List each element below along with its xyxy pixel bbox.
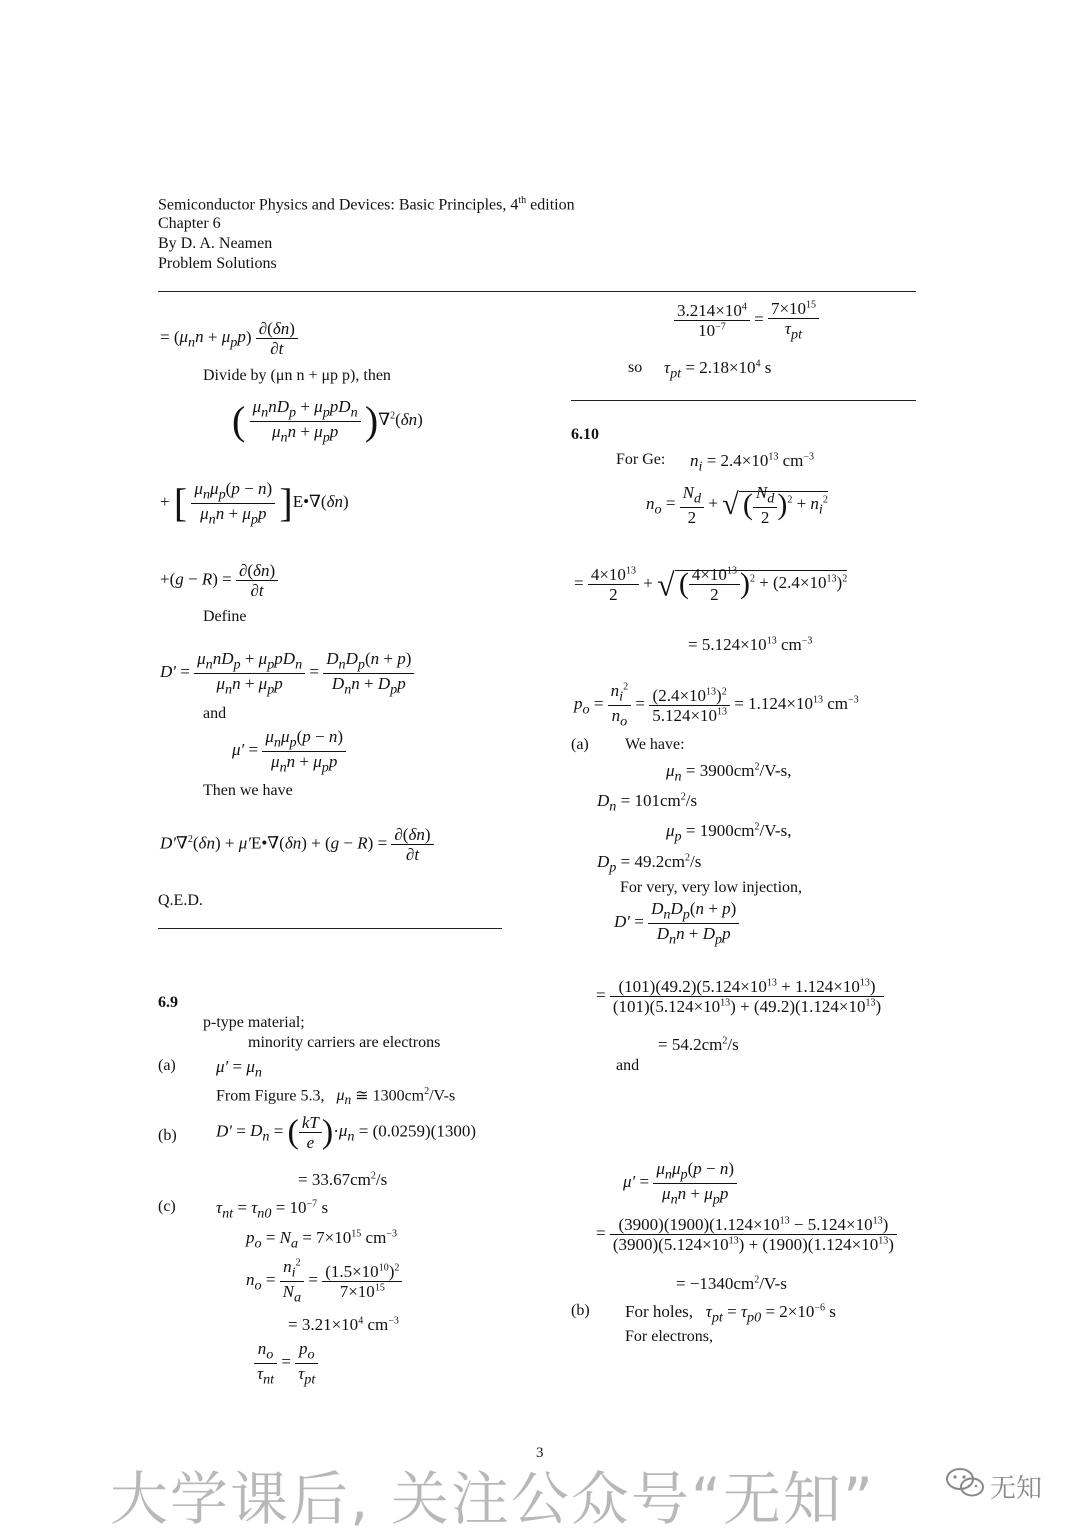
divider-left <box>158 928 502 929</box>
wechat-logo-icon <box>945 1466 985 1500</box>
p69-a-eq: $\mu' = \mu_n$ <box>216 1057 262 1081</box>
divider-right <box>571 400 916 401</box>
watermark-text: 大学课后, 关注公众号“无知” <box>110 1465 875 1533</box>
p610-mu-n: $\mu_n = 3900cm^2/V-s$, <box>666 761 792 785</box>
p610-no-result: = $5.124\times 10^{13}$ $cm^{-3}$ <box>688 635 813 654</box>
eq-tau-pt-ratio: $\frac{3.214\times 10^4}{10^{-7}}$ = $\frac{7\times 10^{15}}{\tau_{pt}}$ <box>674 300 819 342</box>
p610-mu-prime-result: = $-1340cm^2/V-s$ <box>676 1274 787 1293</box>
p69-material: p-type material; <box>203 1014 305 1031</box>
p69-part-b-label: (b) <box>158 1127 177 1144</box>
so-label: so <box>628 359 643 376</box>
eq-continuity-rhs: = $(\mu_nn + \mu_pp)$ $\frac{\partial(\delta n)}{\partial t}$ <box>160 320 298 357</box>
watermark-account-name: 无知 <box>990 1474 1043 1504</box>
p610-d-p: $D_p = 49.2cm^2/s$ <box>597 852 702 876</box>
eq-laplace-term: ( $\frac{\mu_nnD_p + \mu_ppD_n}{\mu_nn + \mu_pp}$ )∇$^2$(δn) <box>232 397 423 445</box>
define-label: Define <box>203 608 247 625</box>
p610-d-prime: D′ = $\frac{D_nD_p(n + p)}{D_nn + D_pp}$ <box>614 900 739 946</box>
p610-mu-prime: μ′ = $\frac{\mu_n\mu_p(p - n)}{\mu_nn + \mu_pp}$ <box>623 1160 737 1206</box>
p610-no-substituted: = $\frac{4\times 10^{13}}{2}$ + √ ( $\frac{4\times 10^{13}}{2}$ )$^2 + (2.4\times 10^{13})^2$ <box>574 565 848 604</box>
p69-part-c-label: (c) <box>158 1198 176 1215</box>
p69-minority: minority carriers are electrons <box>248 1034 441 1051</box>
p610-d-prime-subst: = $\frac{(101)(49.2)(5.124\times 10^{13} + 1.124\times 10^{13})}{(101)(5.124\times 10^{13}) + (49.2)(1.124\times 10^{13})}$ <box>596 978 884 1015</box>
p69-part-a-label: (a) <box>158 1057 176 1074</box>
header-subtitle: Problem Solutions <box>158 255 277 272</box>
eq-gr-term: +(g − R) = $\frac{\partial(\delta n)}{\partial t}$ <box>160 562 278 599</box>
p69-c-no: $n_o$ = $\frac{n_i^2}{N_a}$ = $\frac{(1.5\times 10^{10})^2}{7\times 10^{15}}$ <box>246 1258 402 1304</box>
problem-6-10-number: 6.10 <box>571 426 599 443</box>
p610-we-have: We have: <box>625 736 685 753</box>
header-author: By D. A. Neamen <box>158 235 273 252</box>
p69-c-ratio: $\frac{n_o}{\tau_{nt}}$ = $\frac{p_o}{\tau_{pt}}$ <box>254 1340 318 1386</box>
p69-figure-ref: From Figure 5.3, $\mu_n$ ≅ $1300cm^2/V-s$ <box>216 1086 456 1108</box>
p610-b-electrons: For electrons, <box>625 1328 713 1345</box>
header-chapter: Chapter 6 <box>158 215 221 232</box>
p610-mu-p: $\mu_p = 1900cm^2/V-s$, <box>666 821 792 845</box>
eq-mu-prime-def: μ′ = $\frac{\mu_n\mu_p(p - n)}{\mu_nn + \mu_pp}$ <box>232 728 346 774</box>
p69-b-eq: $D' = D_n$ = ( $\frac{kT}{e}$ )$\cdot\mu_n = (0.0259)(1300)$ <box>216 1113 476 1152</box>
p610-mu-prime-subst: = $\frac{(3900)(1900)(1.124\times 10^{13} - 5.124\times 10^{13})}{(3900)(5.124\times 10^{13}) + (1900)(1.124\times 10^{13})}$ <box>596 1216 897 1253</box>
page-number: 3 <box>536 1445 544 1461</box>
p610-po: $p_o$ = $\frac{n_i^2}{n_o}$ = $\frac{(2.4\times 10^{13})^2}{5.124\times 10^{13}}$ = $1.124\times 10^{13}$ $cm^{-3}$ <box>574 681 859 729</box>
p610-d-n: $D_n = 101cm^2/s$ <box>597 791 698 815</box>
header-title: Semiconductor Physics and Devices: Basic Principles, 4th edition <box>158 195 575 214</box>
p610-ge-label: For Ge: <box>616 451 666 468</box>
eq-field-term: + [ $\frac{\mu_n\mu_p(p - n)}{\mu_nn + \mu_pp}$ ]E•∇(δn) <box>160 479 349 527</box>
eq-ambipolar-final: D′∇$^2$(δn) + μ′E•∇(δn) + (g − R) = $\frac{\partial(\delta n)}{\partial t}$ <box>160 826 434 863</box>
p69-c-lifetime: $\tau_{nt} = \tau_{n0} = 10^{-7}$ s <box>216 1198 329 1222</box>
p69-b-result: = $33.67cm^2/s$ <box>298 1170 388 1189</box>
p610-b-holes: For holes, $\tau_{pt} = \tau_{p0} = 2\times 10^{-6}$ s <box>625 1302 836 1326</box>
qed-label: Q.E.D. <box>158 892 203 909</box>
and-label-1: and <box>203 705 227 722</box>
p69-c-no-result: = $3.21\times 10^4$ $cm^{-3}$ <box>288 1315 399 1334</box>
then-label: Then we have <box>203 782 293 799</box>
eq-tau-pt-result: $\tau_{pt} = 2.18\times 10^4$ s <box>664 358 772 382</box>
p610-d-prime-result: = $54.2cm^2/s$ <box>658 1035 739 1054</box>
p69-c-po: $p_o = N_a = 7\times 10^{15}$ $cm^{-3}$ <box>246 1228 397 1252</box>
eq-d-prime-def: D′ = $\frac{\mu_nnD_p + \mu_ppD_n}{\mu_nn + \mu_pp}$ = $\frac{D_nD_p(n + p)}{D_nn + D_pp}$ <box>160 650 414 696</box>
problem-6-9-number: 6.9 <box>158 994 178 1011</box>
and-label-2: and <box>616 1057 640 1074</box>
header-divider <box>158 291 916 292</box>
divide-text: Divide by (μn n + μp p), then <box>203 367 391 384</box>
p610-low-injection: For very, very low injection, <box>620 879 803 896</box>
p610-part-a-label: (a) <box>571 736 589 753</box>
p610-no-formula: $n_o$ = $\frac{N_d}{2}$ + √ ( $\frac{N_d}{2}$ )$^2 + n_i^2$ <box>646 483 828 527</box>
p610-ni: $n_i = 2.4\times 10^{13}$ $cm^{-3}$ <box>690 451 815 475</box>
p610-part-b-label: (b) <box>571 1302 590 1319</box>
